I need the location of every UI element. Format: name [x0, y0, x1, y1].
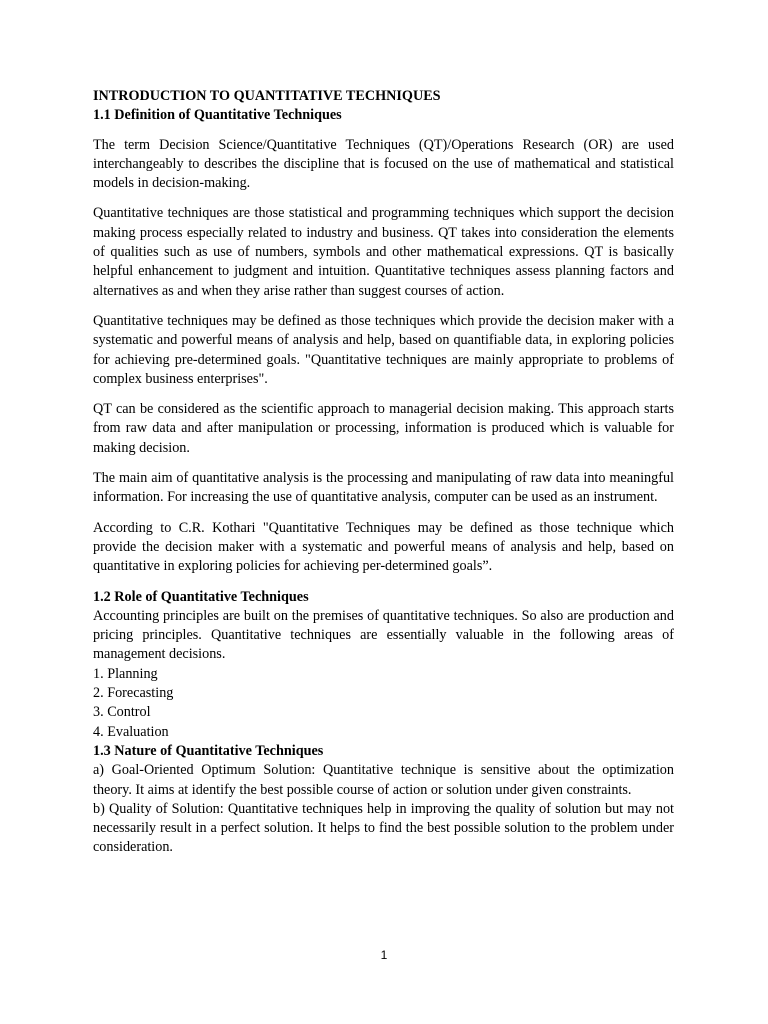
document-page: [93, 87, 674, 858]
paragraph: QT can be considered as the scientific approach to managerial decision making. This approach starts from raw data and after manipulation or processing, information is produced which is valuable for making decision.: [93, 401, 674, 456]
document-title: INTRODUCTION TO QUANTITATIVE TECHNIQUES: [93, 88, 441, 104]
section-heading-1-1: 1.1 Definition of Quantitative Techniques: [93, 107, 342, 124]
paragraph: Quantitative techniques may be defined as those techniques which provide the decision maker with a systematic and powerful means of analysis and help, based on quantifiable data, in exploring policies for achieving pre-determined goals. "Quantitative techniques are mainly appropriate to problems of complex business enterprises".: [93, 312, 674, 387]
section-heading-1-2: 1.2 Role of Quantitative Techniques: [93, 588, 309, 605]
list-item: a) Goal-Oriented Optimum Solution: Quantitative technique is sensitive about the optimization theory. It aims at identify the best possible course of action or solution under given constraints.: [93, 762, 674, 798]
paragraph: The term Decision Science/Quantitative Techniques (QT)/Operations Research (OR) are used interchangeably to describes the discipline that is focused on the use of mathematical and statistical models in decision-making.: [93, 136, 674, 192]
list-item: b) Quality of Solution: Quantitative techniques help in improving the quality of solution but may not necessarily result in a perfect solution. It helps to find the best possible solution to the problem under consideration.: [93, 800, 674, 856]
paragraph: The main aim of quantitative analysis is the processing and manipulating of raw data into meaningful information. For increasing the use of quantitative analysis, computer can be used as an instrument.: [93, 470, 674, 506]
list-item: 3. Control: [93, 704, 151, 721]
list-item: 4. Evaluation: [93, 723, 169, 740]
list-item: 2. Forecasting: [93, 685, 174, 702]
list-item: 1. Planning: [93, 665, 158, 682]
page-number: 1: [380, 948, 388, 962]
section-heading-1-3: 1.3 Nature of Quantitative Techniques: [93, 742, 324, 759]
paragraph: According to C.R. Kothari "Quantitative Techniques may be defined as those technique which provide the decision maker with a systematic and powerful means of analysis and help, based on quantitative in exploring policies for achieving per-determined goals”.: [93, 519, 674, 575]
paragraph: Quantitative techniques are those statistical and programming techniques which support the decision making process especially related to industry and business. QT takes into consideration the elements of qualities such as use of numbers, symbols and other mathematical expressions. QT is basically helpful enhancement to judgment and intuition. Quantitative techniques assess planning factors and alternatives as and when they arise rather than suggest courses of action.: [93, 205, 674, 299]
paragraph: Accounting principles are built on the premises of quantitative techniques. So also are production and pricing principles. Quantitative techniques are essentially valuable in the following areas of management decisions.: [93, 607, 674, 663]
